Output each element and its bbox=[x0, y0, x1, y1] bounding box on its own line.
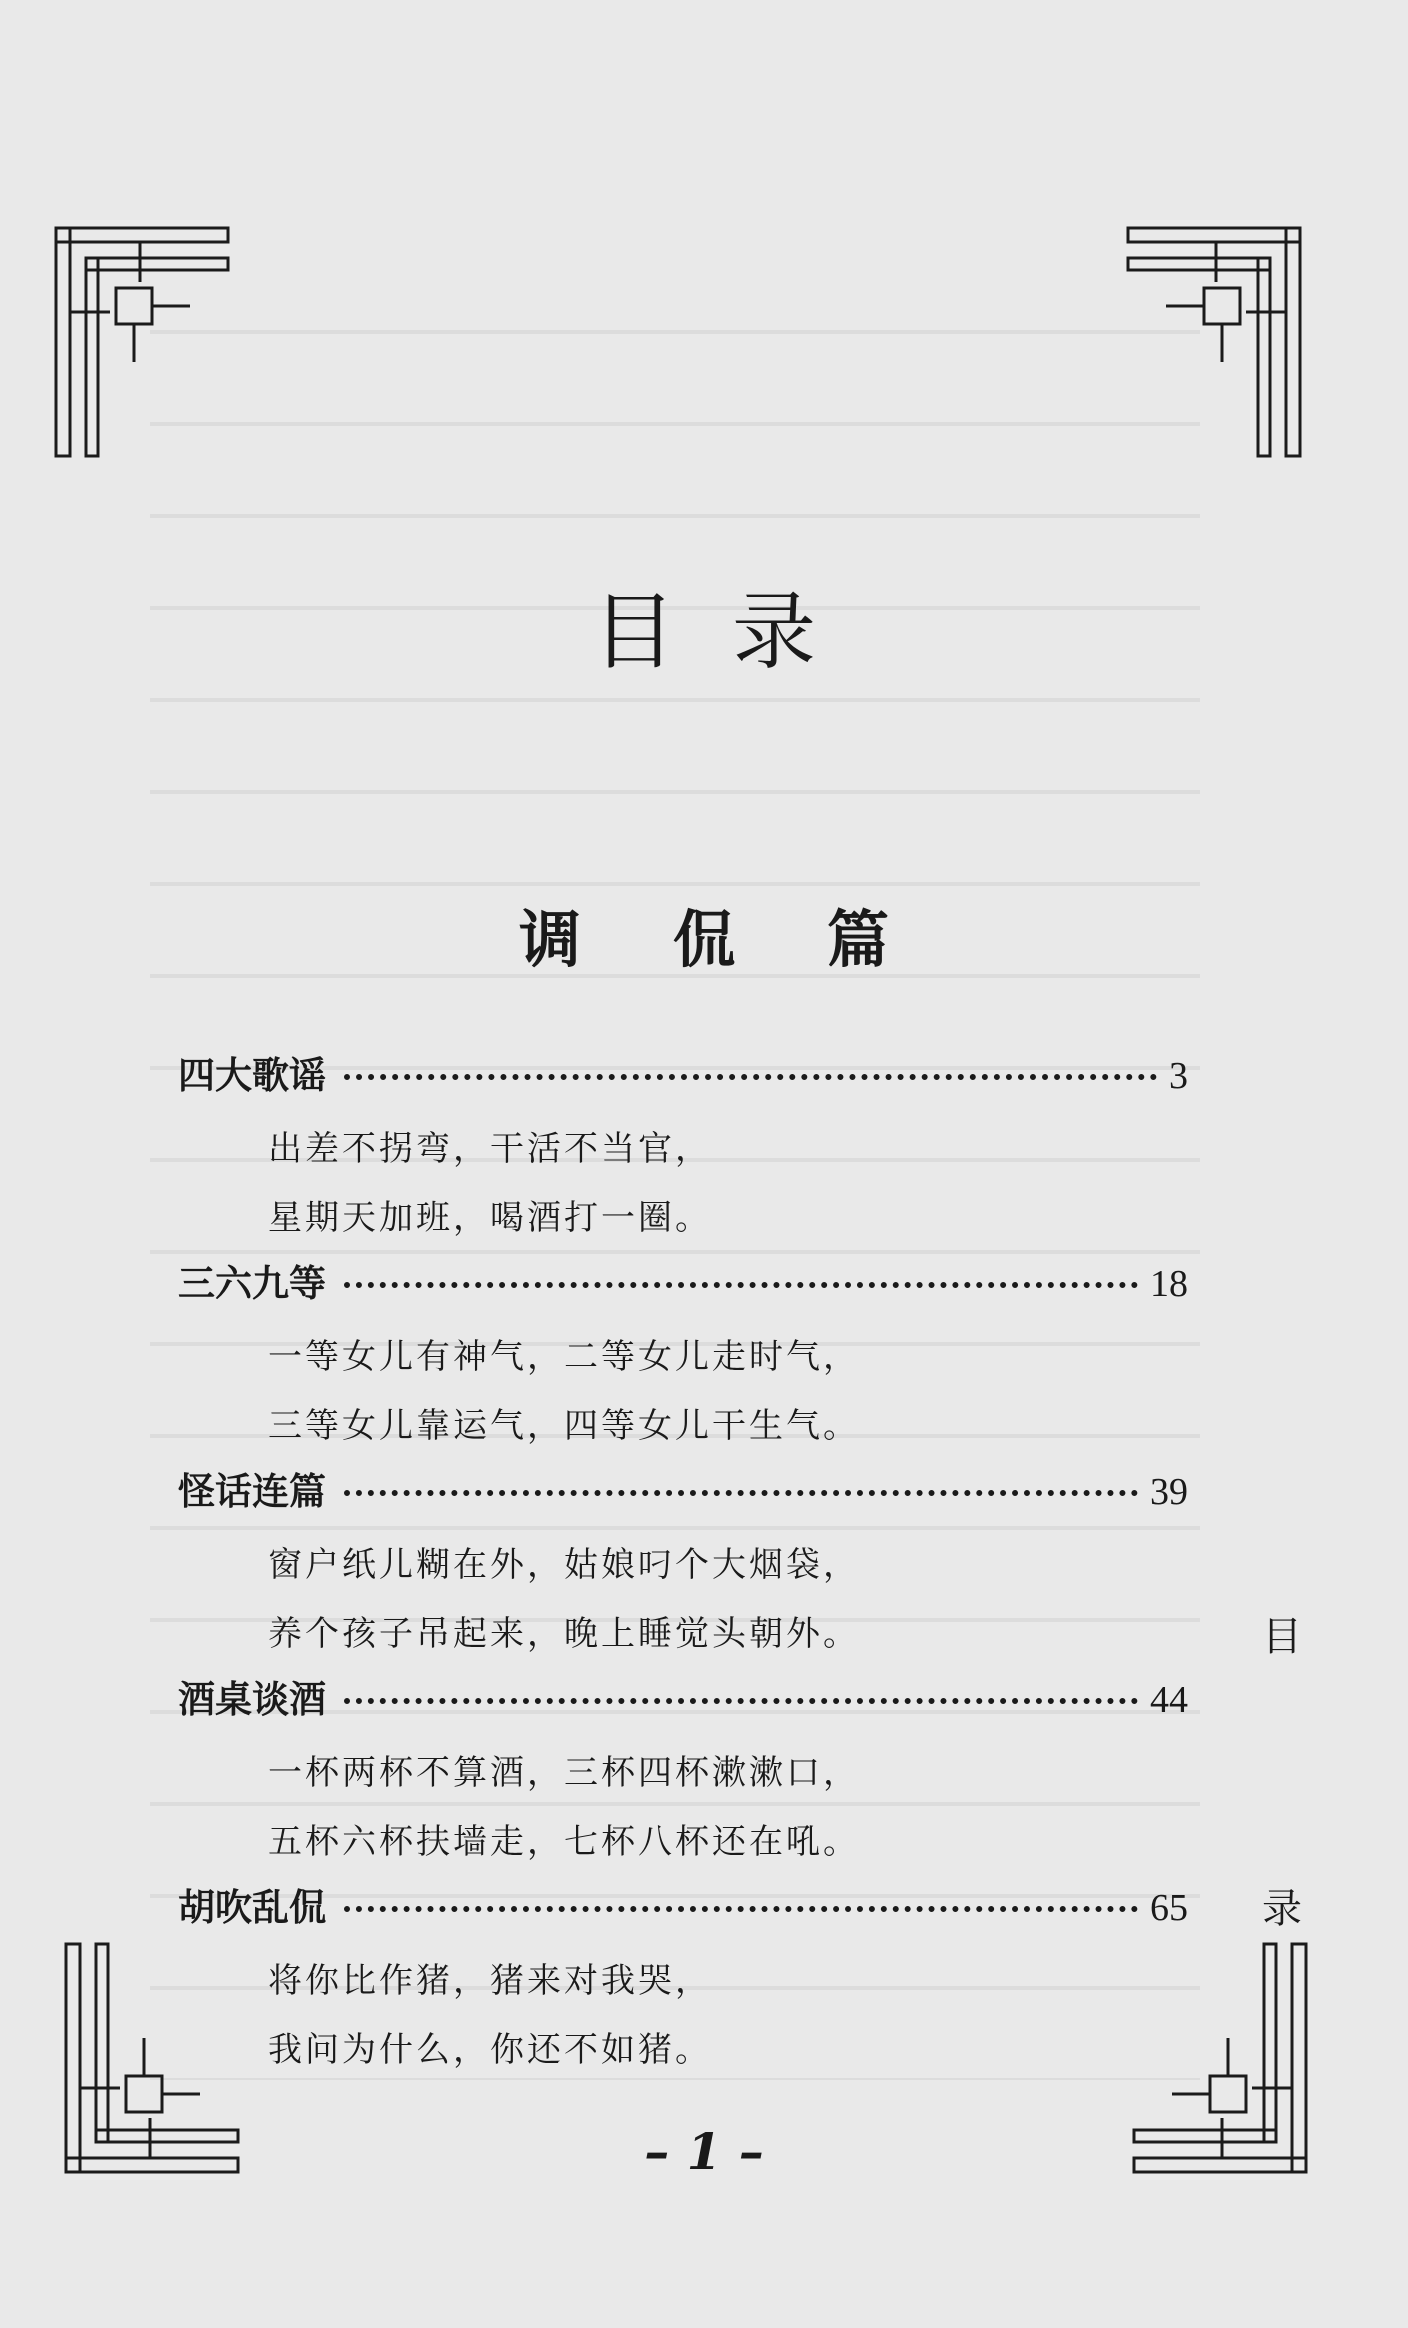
toc-entry-page: 44 bbox=[1150, 1679, 1188, 1721]
toc-entry-verse: 一杯两杯不算酒，三杯四杯漱漱口， bbox=[268, 1753, 860, 1793]
page-number: – 1 – bbox=[644, 2122, 764, 2181]
toc-entry-page: 18 bbox=[1150, 1263, 1188, 1305]
toc-entry-title: 怪话连篇 bbox=[178, 1470, 326, 1513]
leader-dots bbox=[344, 1490, 1138, 1496]
toc-entry-page: 3 bbox=[1169, 1055, 1188, 1097]
leader-dots bbox=[344, 1074, 1157, 1080]
toc-entry-verse: 一等女儿有神气，二等女儿走时气， bbox=[268, 1337, 860, 1377]
toc-entry-row[interactable] bbox=[178, 1461, 1188, 1523]
toc-entry-row[interactable] bbox=[178, 1045, 1188, 1107]
side-label-char: 录 bbox=[1262, 1886, 1302, 1932]
page-title: 目录 bbox=[591, 583, 872, 681]
toc-entry-verse: 出差不拐弯，干活不当官， bbox=[268, 1129, 712, 1169]
toc-entry-title: 四大歌谣 bbox=[178, 1054, 326, 1097]
corner-ornament-top-left bbox=[50, 222, 230, 462]
toc-entry-row[interactable] bbox=[178, 1253, 1188, 1315]
toc-entry-verse: 星期天加班，喝酒打一圈。 bbox=[268, 1198, 712, 1238]
toc-entry-page: 65 bbox=[1150, 1887, 1188, 1929]
toc-entry-verse: 三等女儿靠运气，四等女儿干生气。 bbox=[268, 1406, 860, 1446]
leader-dots bbox=[344, 1282, 1138, 1288]
toc-entry bbox=[178, 1253, 1188, 1461]
toc-entry bbox=[178, 1669, 1188, 1877]
toc-entry-page: 39 bbox=[1150, 1471, 1188, 1513]
toc-entry-title: 酒桌谈酒 bbox=[178, 1678, 326, 1721]
section-title: 调侃篇 bbox=[518, 903, 981, 976]
toc-entry-row[interactable] bbox=[178, 1669, 1188, 1731]
toc-entry-row[interactable] bbox=[178, 1877, 1188, 1939]
toc-entry-verse: 窗户纸儿糊在外，姑娘叼个大烟袋， bbox=[268, 1545, 860, 1585]
toc-entry-verse: 将你比作猪，猪来对我哭， bbox=[268, 1961, 712, 2001]
toc-entry bbox=[178, 1045, 1188, 1253]
leader-dots bbox=[344, 1698, 1138, 1704]
toc-entry bbox=[178, 1461, 1188, 1669]
toc-entry-title: 三六九等 bbox=[178, 1262, 326, 1305]
corner-ornament-top-right bbox=[1126, 222, 1306, 462]
toc-entry-verse: 我问为什么，你还不如猪。 bbox=[268, 2030, 712, 2070]
toc-entry-verse: 五杯六杯扶墙走，七杯八杯还在吼。 bbox=[268, 1822, 860, 1862]
side-label-char: 目 bbox=[1262, 1614, 1302, 1660]
toc-entry-title: 胡吹乱侃 bbox=[178, 1886, 326, 1929]
toc-entry-verse: 养个孩子吊起来，晚上睡觉头朝外。 bbox=[268, 1614, 860, 1654]
leader-dots bbox=[344, 1906, 1138, 1912]
toc-entry bbox=[178, 1877, 1188, 2085]
toc-list bbox=[178, 1045, 1188, 2085]
